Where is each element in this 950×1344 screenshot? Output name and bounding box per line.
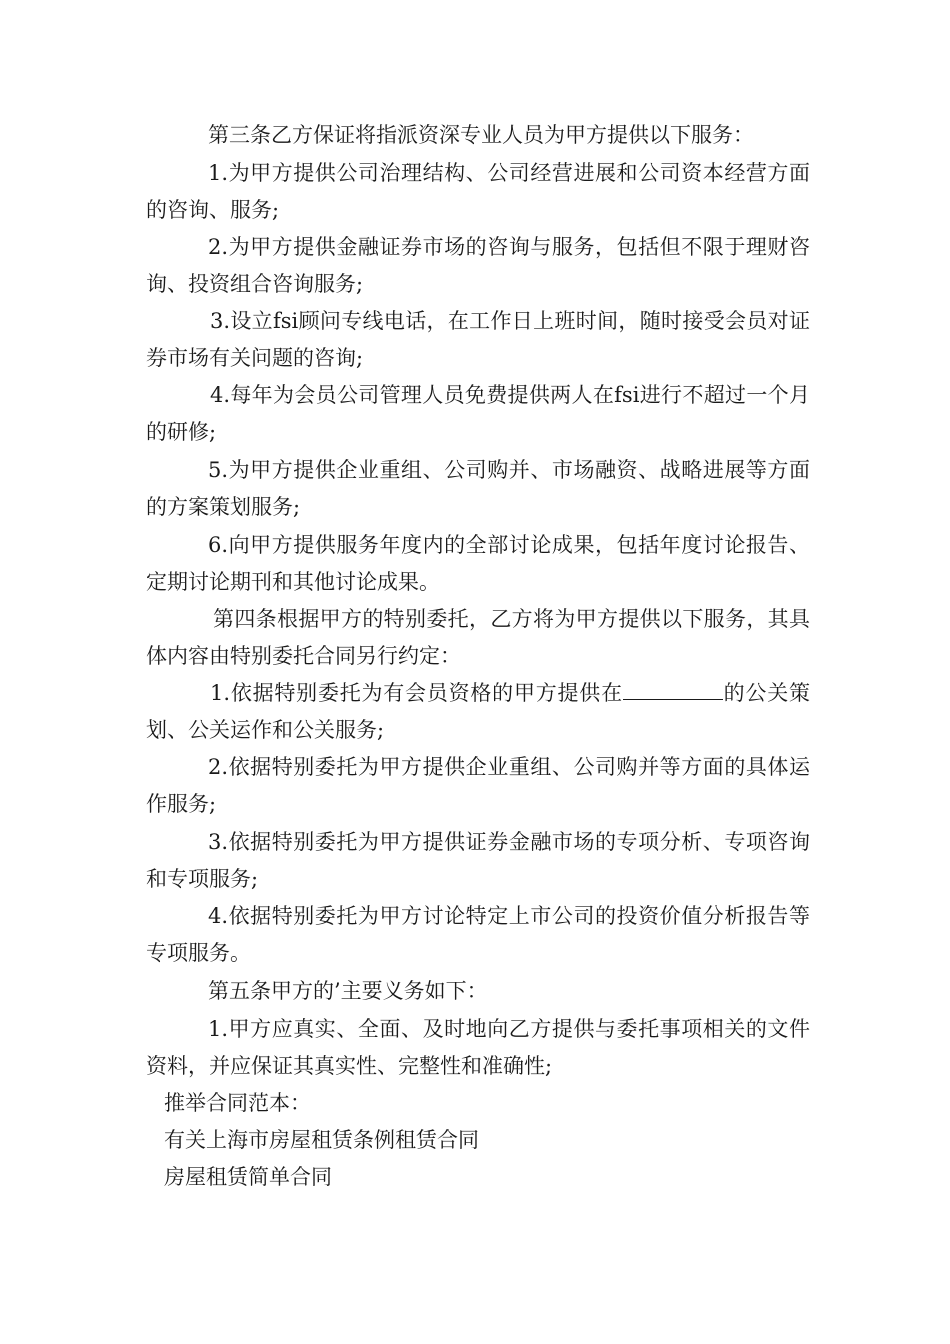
article5-item-1: 1.甲方应真实、全面、及时地向乙方提供与委托事项相关的文件资料，并应保证其真实性、完整性和准确性; bbox=[146, 1017, 810, 1078]
article4-item-1 bbox=[146, 675, 810, 749]
article4-item-4: 4.依据特别委托为甲方讨论特定上市公司的投资价值分析报告等专项服务。 bbox=[146, 904, 810, 965]
article3-item-2: 2.为甲方提供金融证券市场的咨询与服务，包括但不限于理财咨询、投资组合咨询服务; bbox=[146, 235, 810, 296]
article3-item-6: 6.向甲方提供服务年度内的全部讨论成果，包括年度讨论报告、定期讨论期刊和其他讨论成果。 bbox=[146, 533, 810, 594]
article3-item-1: 1.为甲方提供公司治理结构、公司经营进展和公司资本经营方面的咨询、服务; bbox=[146, 161, 810, 222]
article3-item-4: 4.每年为会员公司管理人员免费提供两人在fsi进行不超过一个月的研修; bbox=[146, 383, 810, 444]
article5-heading: 第五条甲方的’主要义务如下： bbox=[208, 979, 488, 1003]
article4-item-3: 3.依据特别委托为甲方提供证券金融市场的专项分析、专项咨询和专项服务; bbox=[146, 830, 810, 891]
article4-item-2: 2.依据特别委托为甲方提供企业重组、公司购并等方面的具体运作服务; bbox=[146, 755, 810, 816]
recommended-link-1[interactable]: 有关上海市房屋租赁条例租赁合同 bbox=[164, 1128, 479, 1152]
article4-heading: 第四条根据甲方的特别委托，乙方将为甲方提供以下服务，其具体内容由特别委托合同另行约定： bbox=[146, 607, 810, 668]
article4-item-1-text-after: 的公关策划、公关运作和公关服务; bbox=[146, 681, 810, 742]
article3-item-5: 5.为甲方提供企业重组、公司购并、市场融资、战略进展等方面的方案策划服务; bbox=[146, 458, 810, 519]
article4-item-1-text-before: 1.依据特别委托为有会员资格的甲方提供在 bbox=[210, 681, 623, 705]
article3-item-3: 3.设立fsi顾问专线电话，在工作日上班时间，随时接受会员对证券市场有关问题的咨询; bbox=[146, 309, 810, 370]
recommended-link-2[interactable]: 房屋租赁简单合同 bbox=[164, 1165, 332, 1189]
recommended-title: 推举合同范本： bbox=[164, 1091, 311, 1115]
fill-in-blank bbox=[623, 681, 723, 700]
article3-heading: 第三条乙方保证将指派资深专业人员为甲方提供以下服务： bbox=[208, 123, 754, 147]
